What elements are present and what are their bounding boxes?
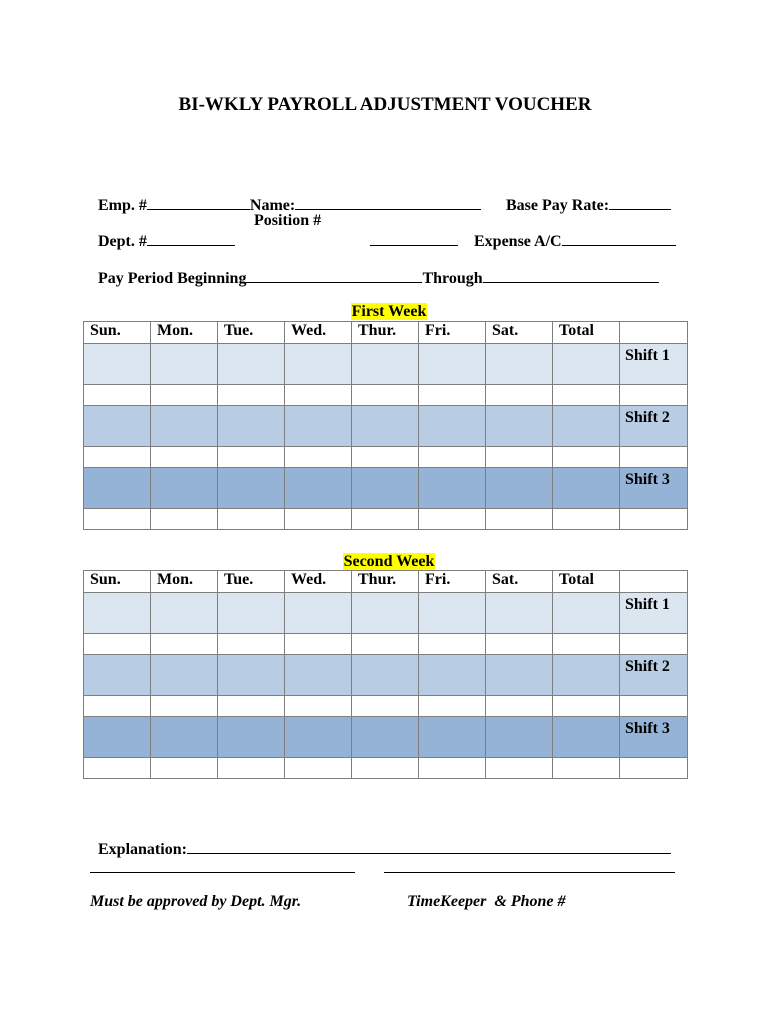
second-week-heading — [0, 535, 770, 571]
name-label: Name: — [249, 197, 296, 214]
col-header-sun: Sun. — [84, 322, 151, 344]
col-header-thur: Thur. — [352, 571, 419, 593]
cell-fri[interactable] — [419, 344, 486, 385]
shift-label: Shift 3 — [625, 471, 670, 488]
col-header-wed: Wed. — [285, 322, 352, 344]
shift-label: Shift 1 — [625, 347, 670, 364]
through-label: Through — [422, 270, 483, 287]
cell-sun[interactable] — [84, 406, 151, 447]
dept-mgr-approval-label: Must be approved by Dept. Mgr. — [90, 893, 302, 910]
cell-wed[interactable] — [285, 344, 352, 385]
emp-number-label: Emp. # — [98, 197, 147, 214]
cell-total[interactable] — [553, 717, 620, 758]
expense-field[interactable] — [466, 212, 676, 251]
spacer-row — [84, 758, 688, 779]
shift-row — [84, 406, 688, 447]
cell-tue[interactable] — [218, 344, 285, 385]
second-week-table — [83, 570, 688, 779]
cell-mon[interactable] — [151, 717, 218, 758]
first-week-table — [83, 321, 688, 530]
name-line[interactable] — [295, 194, 481, 210]
first-week-heading — [0, 285, 770, 321]
second-week-label: Second Week — [343, 553, 435, 570]
col-header-wed: Wed. — [285, 571, 352, 593]
cell-sun[interactable] — [84, 344, 151, 385]
cell-tue[interactable] — [218, 468, 285, 509]
cell-total[interactable] — [553, 406, 620, 447]
cell-fri[interactable] — [419, 468, 486, 509]
spacer-row — [84, 696, 688, 717]
cell-total[interactable] — [553, 468, 620, 509]
cell-fri[interactable] — [419, 593, 486, 634]
cell-thur[interactable] — [352, 655, 419, 696]
dept-number-label: Dept. # — [98, 233, 147, 250]
base-pay-label: Base Pay Rate: — [506, 197, 610, 214]
timekeeper-signature-line[interactable] — [384, 872, 675, 873]
cell-mon[interactable] — [151, 406, 218, 447]
cell-wed[interactable] — [285, 406, 352, 447]
col-header-tue: Tue. — [218, 322, 285, 344]
table-header-row — [84, 571, 688, 593]
cell-thur[interactable] — [352, 593, 419, 634]
cell-sun[interactable] — [84, 717, 151, 758]
cell-thur[interactable] — [352, 468, 419, 509]
cell-sat[interactable] — [486, 468, 553, 509]
base-pay-line[interactable] — [609, 194, 671, 210]
expense-label: Expense A/C — [474, 233, 562, 250]
cell-fri[interactable] — [419, 717, 486, 758]
col-header-sat: Sat. — [486, 571, 553, 593]
cell-thur[interactable] — [352, 344, 419, 385]
col-header-tue: Tue. — [218, 571, 285, 593]
col-header-shift — [620, 571, 688, 593]
col-header-fri: Fri. — [419, 571, 486, 593]
cell-sun[interactable] — [84, 593, 151, 634]
cell-thur[interactable] — [352, 406, 419, 447]
cell-sun[interactable] — [84, 655, 151, 696]
shift-label-cell — [620, 593, 688, 634]
cell-mon[interactable] — [151, 344, 218, 385]
expense-line[interactable] — [562, 230, 676, 246]
cell-total[interactable] — [553, 655, 620, 696]
shift-row — [84, 593, 688, 634]
col-header-sun: Sun. — [84, 571, 151, 593]
pay-period-through-line[interactable] — [483, 267, 659, 283]
cell-wed[interactable] — [285, 593, 352, 634]
cell-tue[interactable] — [218, 717, 285, 758]
first-week-label: First Week — [351, 303, 427, 320]
cell-fri[interactable] — [419, 406, 486, 447]
page-title: BI-WKLY PAYROLL ADJUSTMENT VOUCHER — [178, 94, 592, 115]
cell-mon[interactable] — [151, 593, 218, 634]
col-header-total: Total — [553, 571, 620, 593]
shift-label-cell — [620, 468, 688, 509]
cell-sun[interactable] — [84, 468, 151, 509]
col-header-mon: Mon. — [151, 322, 218, 344]
cell-tue[interactable] — [218, 593, 285, 634]
dept-number-field[interactable] — [90, 212, 235, 251]
cell-mon[interactable] — [151, 468, 218, 509]
spacer-row — [84, 385, 688, 406]
col-header-total: Total — [553, 322, 620, 344]
position-field[interactable] — [362, 212, 458, 251]
position-line[interactable] — [370, 230, 458, 246]
cell-total[interactable] — [553, 344, 620, 385]
shift-label-cell — [620, 344, 688, 385]
shift-label: Shift 3 — [625, 720, 670, 737]
shift-label: Shift 1 — [625, 596, 670, 613]
emp-number-field[interactable] — [90, 176, 481, 215]
col-header-sat: Sat. — [486, 322, 553, 344]
shift-label-cell — [620, 717, 688, 758]
table-header-row — [84, 322, 688, 344]
cell-tue[interactable] — [218, 655, 285, 696]
shift-label-cell — [620, 655, 688, 696]
spacer-row — [84, 447, 688, 468]
shift-row — [84, 717, 688, 758]
spacer-row — [84, 509, 688, 530]
shift-label-cell — [620, 406, 688, 447]
dept-mgr-signature-line[interactable] — [90, 872, 355, 873]
col-header-shift — [620, 322, 688, 344]
explanation-label: Explanation: — [98, 841, 187, 858]
position-label: Position # — [254, 212, 322, 229]
cell-sat[interactable] — [486, 717, 553, 758]
shift-label: Shift 2 — [625, 658, 670, 675]
cell-sat[interactable] — [486, 593, 553, 634]
explanation-line[interactable] — [187, 838, 671, 854]
dept-number-line[interactable] — [147, 230, 235, 246]
cell-sat[interactable] — [486, 406, 553, 447]
cell-tue[interactable] — [218, 406, 285, 447]
pay-period-field[interactable] — [90, 249, 659, 288]
cell-wed[interactable] — [285, 717, 352, 758]
timekeeper-phone-label: TimeKeeper & Phone # — [407, 893, 566, 910]
cell-thur[interactable] — [352, 717, 419, 758]
col-header-fri: Fri. — [419, 322, 486, 344]
shift-row — [84, 344, 688, 385]
emp-number-line[interactable] — [147, 194, 250, 210]
base-pay-field[interactable] — [498, 176, 671, 215]
pay-period-begin-line[interactable] — [246, 267, 422, 283]
cell-mon[interactable] — [151, 655, 218, 696]
cell-wed[interactable] — [285, 468, 352, 509]
cell-sat[interactable] — [486, 655, 553, 696]
shift-label: Shift 2 — [625, 409, 670, 426]
cell-wed[interactable] — [285, 655, 352, 696]
col-header-thur: Thur. — [352, 322, 419, 344]
cell-fri[interactable] — [419, 655, 486, 696]
cell-sat[interactable] — [486, 344, 553, 385]
cell-total[interactable] — [553, 593, 620, 634]
explanation-field[interactable] — [90, 820, 671, 859]
shift-row — [84, 468, 688, 509]
pay-period-label: Pay Period Beginning — [98, 270, 247, 287]
spacer-row — [84, 634, 688, 655]
shift-row — [84, 655, 688, 696]
col-header-mon: Mon. — [151, 571, 218, 593]
